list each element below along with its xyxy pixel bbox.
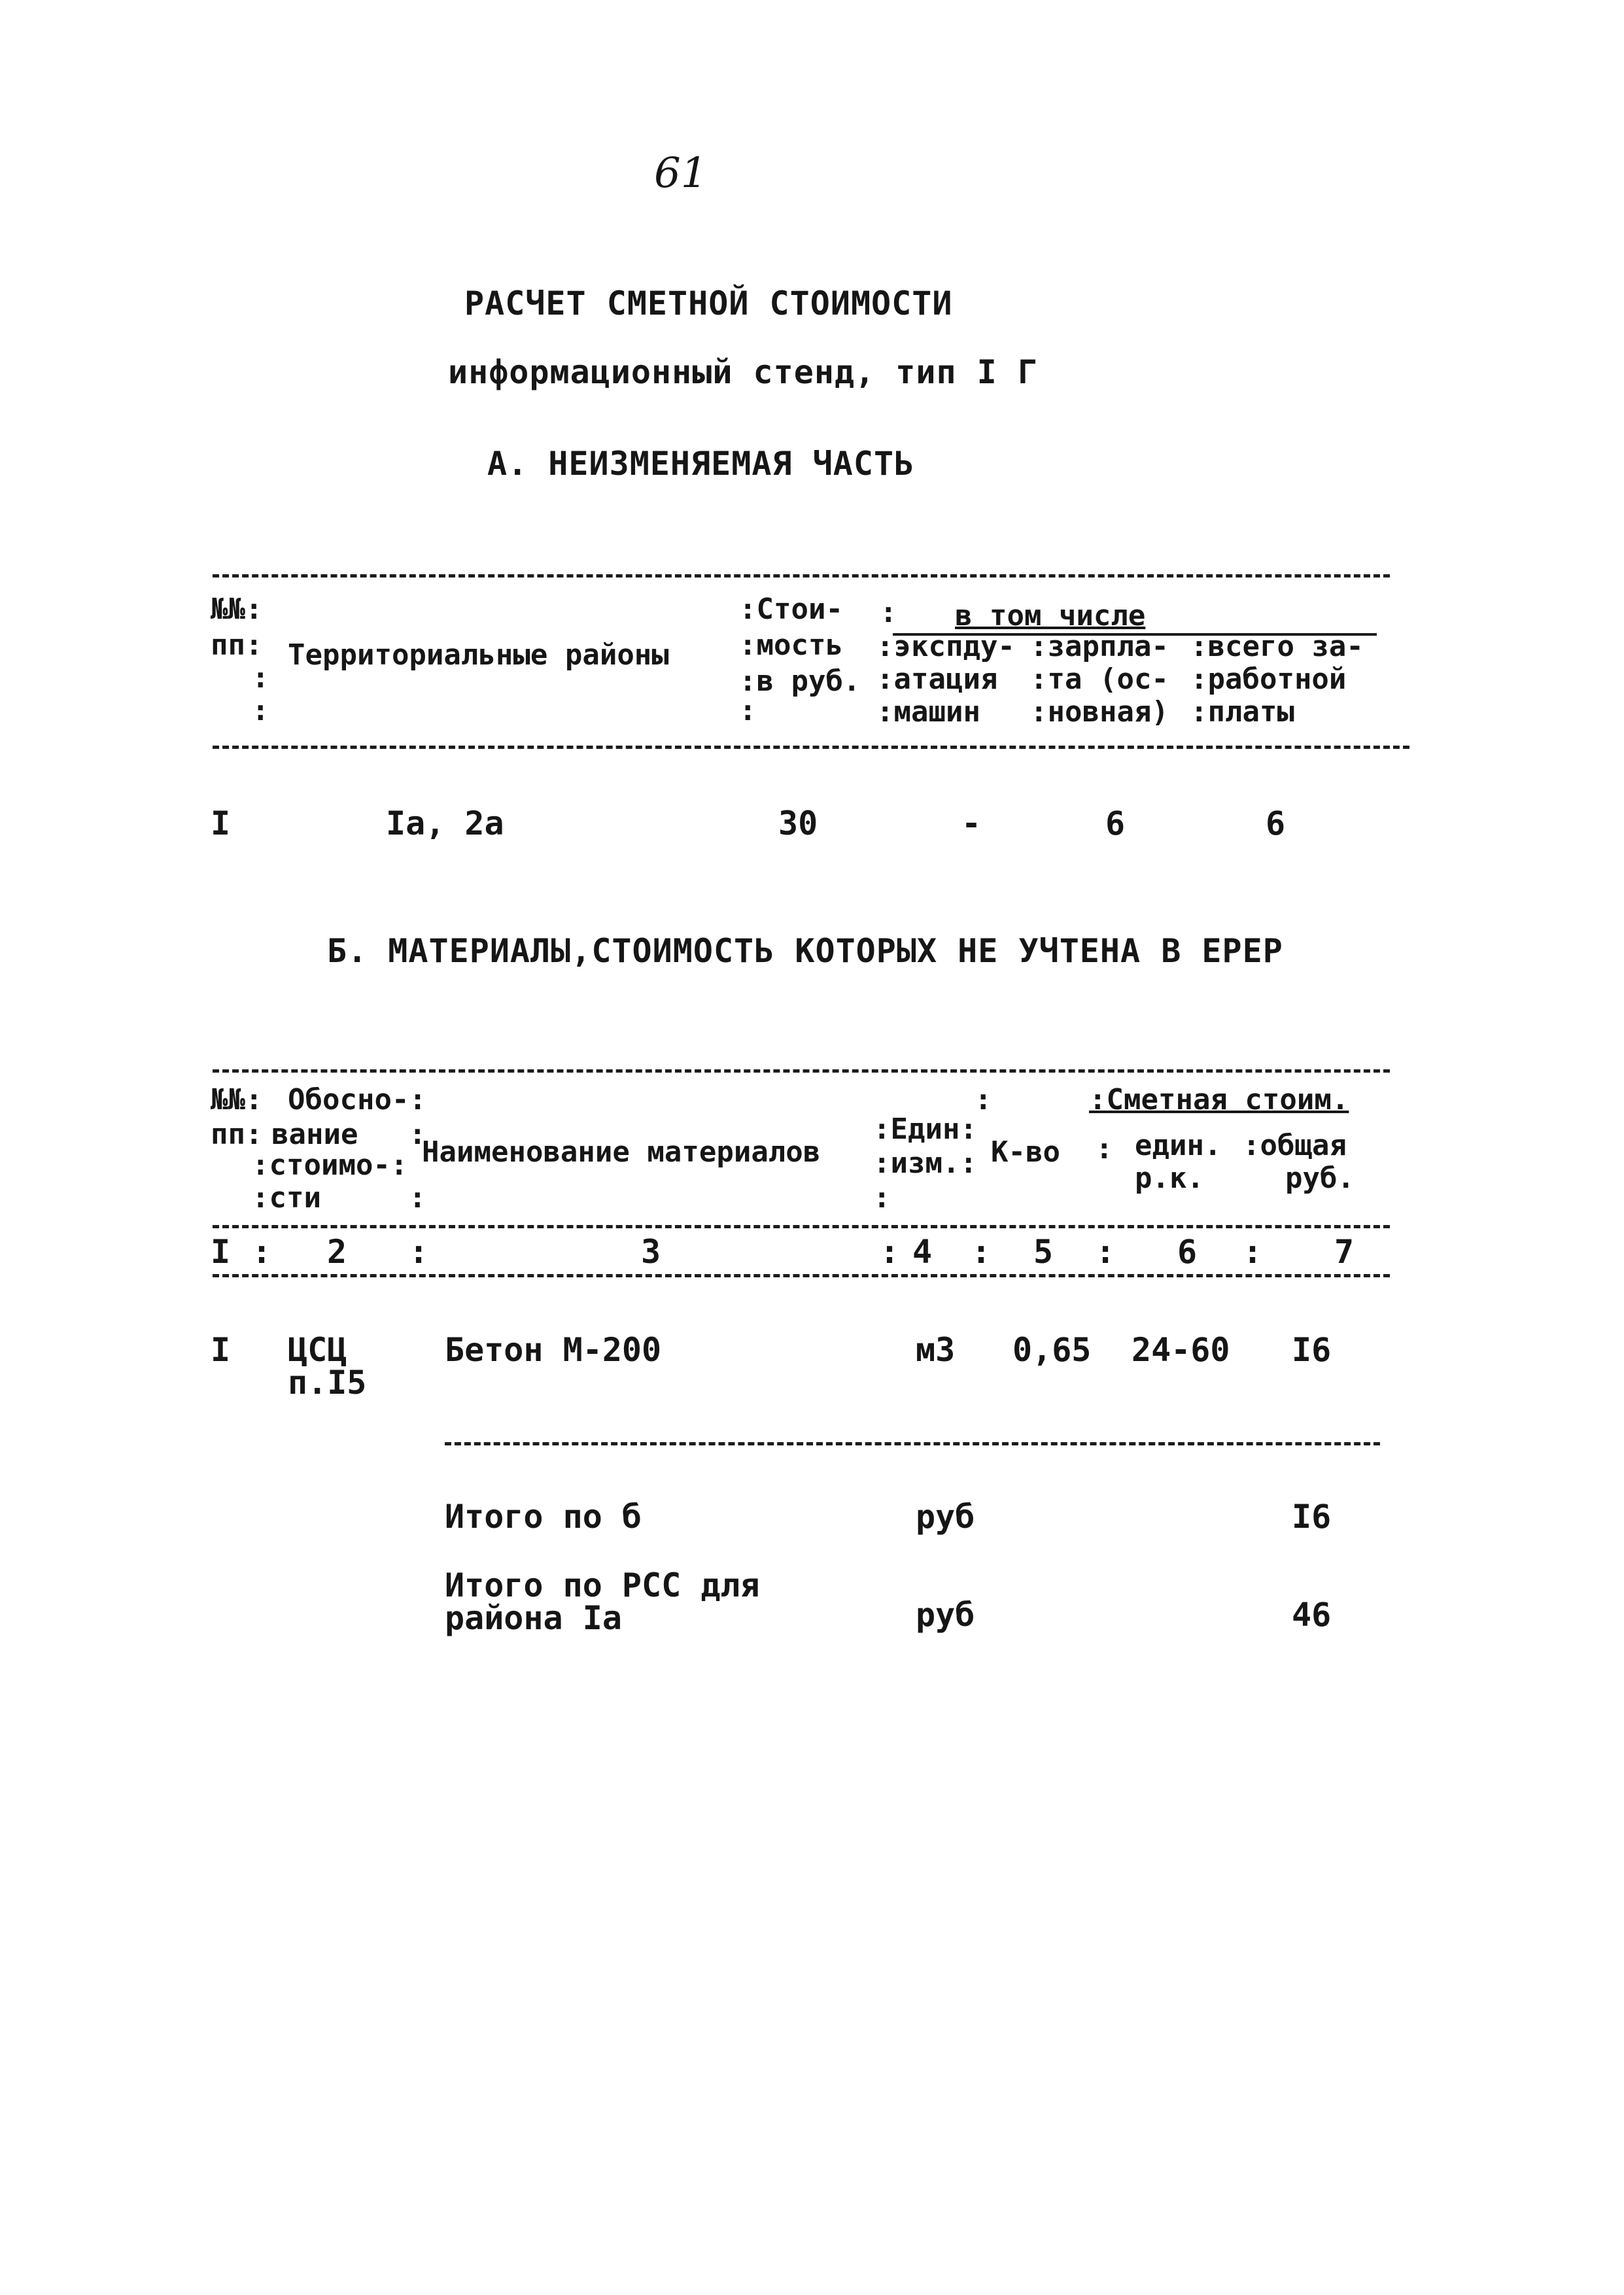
table-a-header-rule xyxy=(213,746,1409,749)
table-b-header-unit-colon: : xyxy=(873,1181,891,1215)
table-a-header-total-3: :платы xyxy=(1190,695,1294,729)
subtotal-unit: руб xyxy=(916,1498,975,1536)
table-b-header-unit-2: :изм.: xyxy=(873,1147,977,1180)
table-b-header-name-colon-2: : xyxy=(409,1181,426,1215)
table-b-row-basis-2: п.I5 xyxy=(288,1364,367,1402)
table-b-colnum-rule xyxy=(213,1274,1390,1277)
col-number-7: 7 xyxy=(1334,1233,1355,1271)
table-a-header-num-1: №№: xyxy=(211,593,263,626)
table-a-row-districts: Iа, 2а xyxy=(386,804,504,842)
table-b-header-total-2: руб. xyxy=(1285,1162,1355,1195)
table-a-header-incl: в том числе xyxy=(955,599,1146,632)
col-number-colon: : xyxy=(971,1233,992,1271)
table-a-header-num-2: пп: xyxy=(211,629,263,662)
table-b-header-rule xyxy=(213,1225,1390,1228)
table-b-header-sep-colon: : xyxy=(1096,1132,1113,1165)
table-b-header-num-2: пп: xyxy=(211,1118,263,1151)
table-b-row-total: I6 xyxy=(1292,1331,1332,1369)
table-b-header-basis-4: :сти xyxy=(252,1181,321,1215)
table-a-header-wage-3: :новная) xyxy=(1030,695,1169,729)
table-a-header-cost-2: :мость xyxy=(739,629,843,662)
table-a-row-total-wage: 6 xyxy=(1266,804,1286,842)
grand-total-value: 46 xyxy=(1292,1596,1332,1634)
table-a-header-cost-4: : xyxy=(739,694,757,727)
table-a-header-num-3: : xyxy=(252,661,269,695)
col-number-3: 3 xyxy=(641,1233,661,1271)
col-number-colon: : xyxy=(880,1233,900,1271)
table-b-header-qty: К-во xyxy=(991,1135,1060,1169)
table-b-header-unit-1: :Един: xyxy=(873,1113,977,1146)
table-a-row-cost: 30 xyxy=(778,804,818,842)
table-a-header-exp-2: :атация xyxy=(876,663,998,696)
table-b-row-unit-price: 24-60 xyxy=(1132,1331,1230,1369)
table-b-header-basis-2: вание xyxy=(271,1118,358,1151)
col-number-5: 5 xyxy=(1033,1233,1054,1271)
table-a-row-num: I xyxy=(211,804,231,842)
table-a-header-exp-1: :экспду- xyxy=(876,630,1015,663)
table-b-row-basis-1: ЦСЦ xyxy=(288,1331,347,1369)
col-number-6: 6 xyxy=(1177,1233,1198,1271)
subtotal-value: I6 xyxy=(1292,1498,1332,1536)
table-b-header-name-colon-1: : xyxy=(409,1118,426,1151)
section-a-heading: А. НЕИЗМЕНЯЕМАЯ ЧАСТЬ xyxy=(487,445,915,483)
table-a-header-exp-3: :машин xyxy=(876,695,980,729)
table-a-header-cost-1: :Стои- xyxy=(739,593,843,626)
col-number-4: 4 xyxy=(912,1233,933,1271)
subtotal-label: Итого по б xyxy=(445,1498,642,1536)
table-a-header-total-2: :работной xyxy=(1190,663,1347,696)
table-b-top-rule xyxy=(213,1069,1390,1073)
section-b-heading: Б. МАТЕРИАЛЫ,СТОИМОСТЬ КОТОРЫХ НЕ УЧТЕНА В ЕРЕР xyxy=(327,932,1283,970)
table-a-row-wage: 6 xyxy=(1105,804,1126,842)
table-a-header-wage-2: :та (ос- xyxy=(1030,663,1169,696)
table-a-row-machines: - xyxy=(961,804,982,842)
page-number: 61 xyxy=(654,149,708,198)
table-b-row-num: I xyxy=(211,1331,231,1369)
table-b-header-name: Наименование материалов xyxy=(422,1135,821,1169)
grand-total-label-2: района Iа xyxy=(445,1599,622,1637)
table-b-header-basis-1: Обосно-: xyxy=(288,1083,426,1116)
table-a-header-num-4: : xyxy=(252,694,269,727)
col-number-colon: : xyxy=(1243,1233,1263,1271)
table-b-header-qty-colon: : xyxy=(975,1083,992,1116)
col-number-colon: : xyxy=(1096,1233,1116,1271)
table-a-top-rule xyxy=(213,574,1390,578)
table-a-header-incl-colon: : xyxy=(880,596,897,629)
table-b-row-name: Бетон М-200 xyxy=(445,1331,662,1369)
table-a-header-cost-3: :в руб. xyxy=(739,664,861,698)
table-a-header-total-1: :всего за- xyxy=(1190,630,1364,663)
col-number-1: I xyxy=(211,1233,231,1271)
col-number-colon: : xyxy=(409,1233,429,1271)
table-b-row-unit: м3 xyxy=(916,1331,956,1369)
grand-total-unit: руб xyxy=(916,1596,975,1634)
table-b-subtotal-rule xyxy=(445,1442,1380,1445)
table-b-header-total-1: :общая xyxy=(1243,1129,1347,1162)
col-number-colon: : xyxy=(252,1233,272,1271)
table-b-header-basis-3: :стоимо-: xyxy=(252,1148,408,1182)
grand-total-label-1: Итого по РСС для xyxy=(445,1566,760,1604)
table-b-header-unit-price-1: един. xyxy=(1135,1129,1222,1162)
col-number-2: 2 xyxy=(327,1233,347,1271)
document-subtitle: информационный стенд, тип I Г xyxy=(448,353,1038,391)
table-a-header-districts: Территориальные районы xyxy=(288,638,669,672)
table-b-header-num-1: №№: xyxy=(211,1083,263,1116)
document-title: РАСЧЕТ СМЕТНОЙ СТОИМОСТИ xyxy=(464,285,953,322)
table-b-header-unit-price-2: р.к. xyxy=(1135,1162,1204,1195)
table-a-header-wage-1: :зарпла- xyxy=(1030,630,1169,663)
table-b-row-qty: 0,65 xyxy=(1012,1331,1092,1369)
table-b-header-estimate: :Сметная стоим. xyxy=(1089,1083,1349,1116)
